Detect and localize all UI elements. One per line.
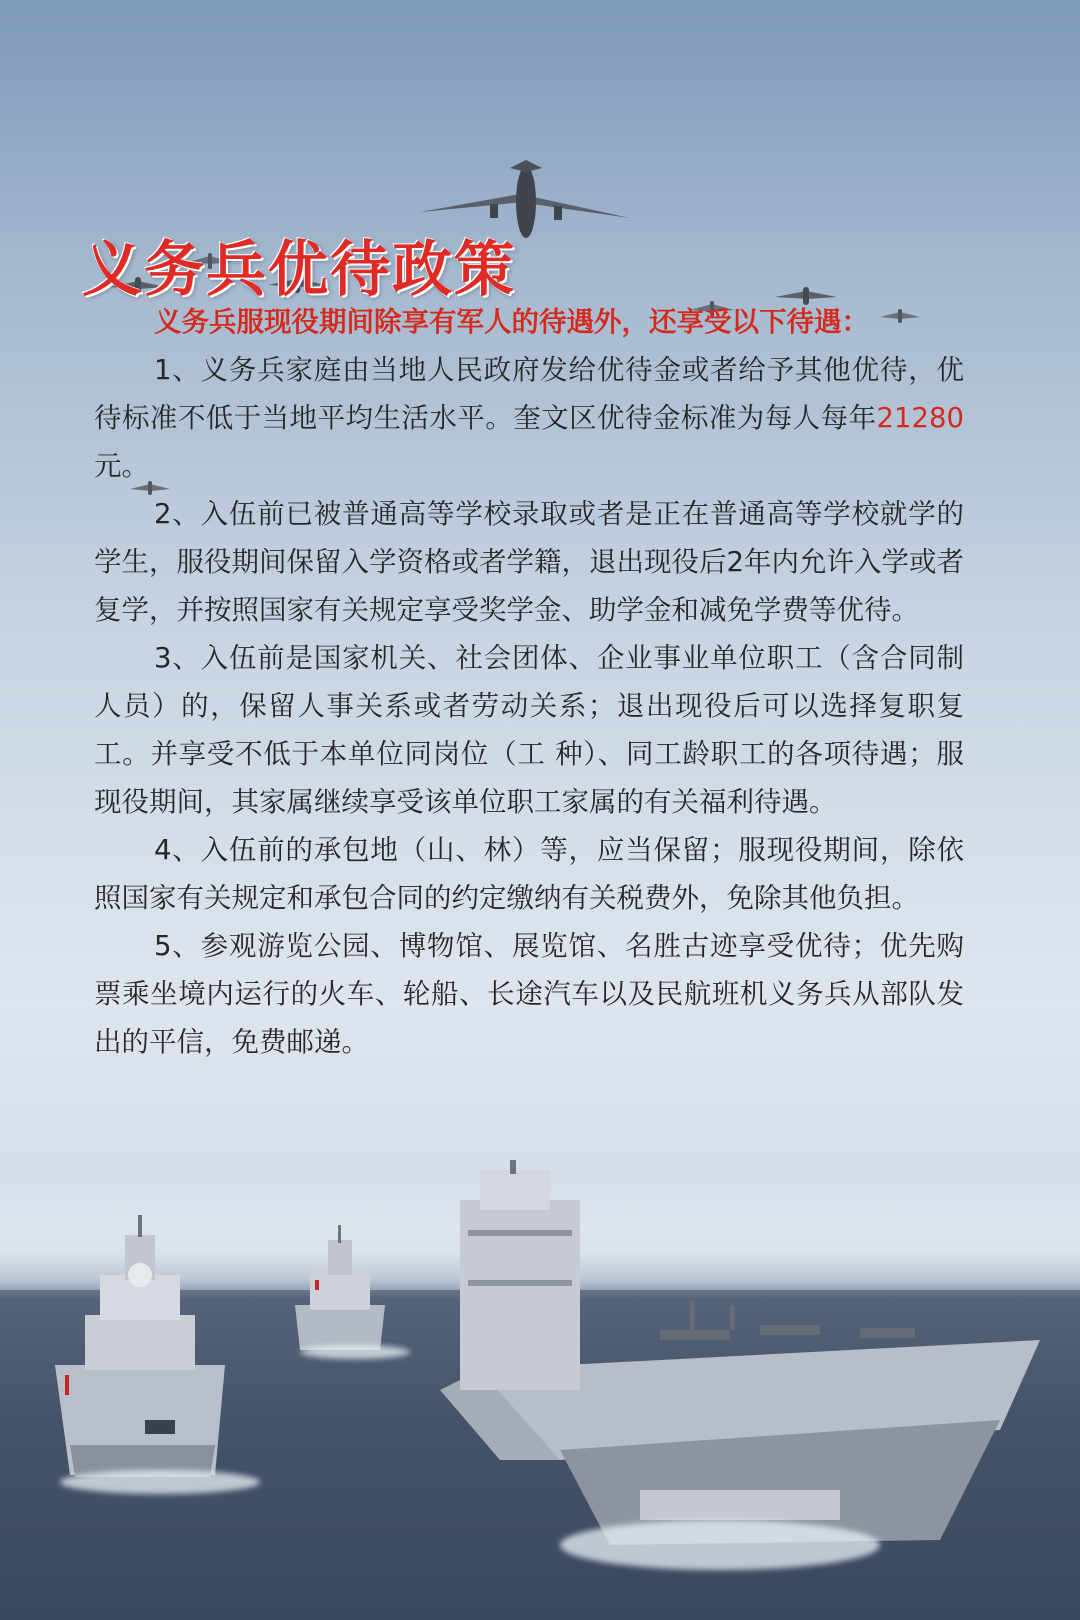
policy-item-2: 2、入伍前已被普通高等学校录取或者是正在普通高等学校就学的学生，服役期间保留入学资格或者学籍，退出现役后2年内允许入学或者复学，并按照国家有关规定享受奖学金、助学金和减免学费等优待。 xyxy=(94,498,964,626)
policy-item-5: 5、参观游览公园、博物馆、展览馆、名胜古迹享受优待；优先购票乘坐境内运行的火车、轮船、长途汽车以及民航班机义务兵从部队发出的平信，免费邮递。 xyxy=(94,930,964,1058)
policy-item-3: 3、入伍前是国家机关、社会团体、企业事业单位职工（含合同制人员）的，保留人事关系或者劳动关系；退出现役后可以选择复职复工。并享受不低于本单位同岗位（工 种）、同工龄职工的各项待遇；服现役期间，其家属继续享受该单位职工家属的有关福利待遇。 xyxy=(94,642,964,818)
page-title: 义务兵优待政策 xyxy=(82,235,516,305)
frigate-ship-image xyxy=(290,1225,390,1355)
policy-content xyxy=(94,298,964,1066)
policy-item-1-suffix: 元。 xyxy=(94,450,149,482)
policy-item-1-text: 1、义务兵家庭由当地人民政府发给优待金或者给予其他优待，优待标准不低于当地平均生活水平。奎文区优待金标准为每人每年 xyxy=(94,354,964,434)
wake-foam xyxy=(300,1345,410,1359)
intro-text: 义务兵服现役期间除享有军人的待遇外，还享受以下待遇： xyxy=(154,306,869,338)
aircraft-carrier-image xyxy=(440,1160,1060,1550)
wake-foam xyxy=(560,1520,880,1570)
allowance-amount: 21280 xyxy=(876,402,964,434)
policy-item-4: 4、入伍前的承包地（山、林）等，应当保留；服现役期间，除依照国家有关规定和承包合同的约定缴纳有关税费外，免除其他负担。 xyxy=(94,834,964,914)
destroyer-ship-image xyxy=(45,1215,235,1485)
wake-foam xyxy=(60,1470,260,1494)
policy-item-1 xyxy=(94,346,964,490)
